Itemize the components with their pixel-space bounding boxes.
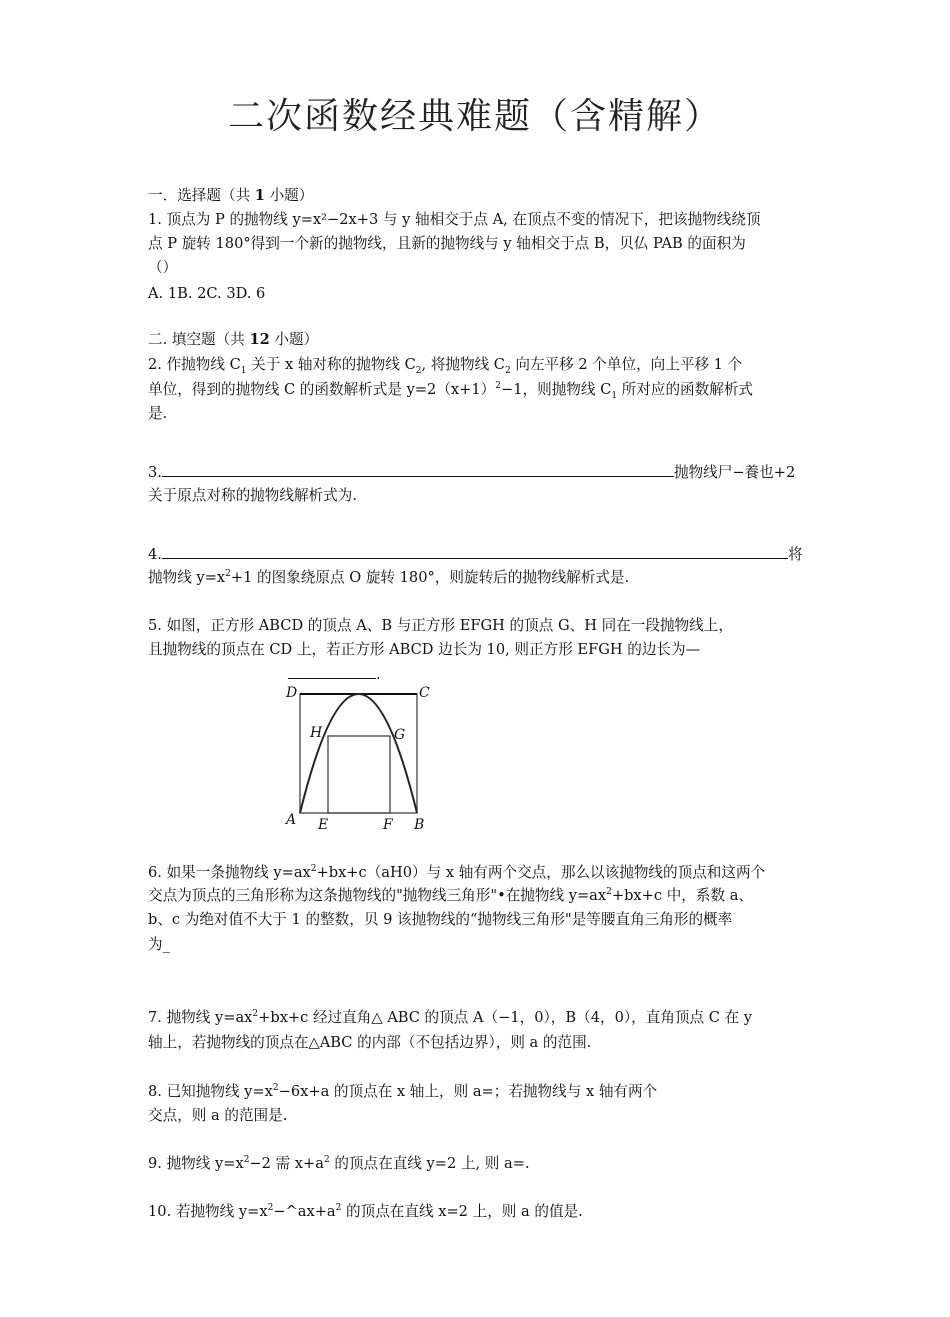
q7-line1: 7. 抛物线 $y=ax^2+bx+c$ 经过直角△ ABC 的顶点 A（−1，0），B（4，0），直角顶点 C 在 y [148,1009,753,1026]
q3-line1: 3. 抛物线尸−養也+2 [148,464,796,481]
q7-line2: 轴上，若抛物线的顶点在△ABC 的内部（不包括边界），则 a 的范围. [148,1034,592,1051]
label-F: F [383,817,393,833]
q2-line3: 是. [148,405,168,422]
q1-line1: 1. 顶点为 P 的抛物线 y=x²−2x+3 与 y 轴相交于点 A, 在顶点不变的情况下，把该抛物线绕顶 [148,211,761,228]
label-C: C [419,685,430,701]
section-choice-count: 1 [254,187,265,204]
square-efgh [328,736,390,813]
q2-line2: 单位，得到的抛物线 C 的函数解析式是 $y=2(x+1)^2-1$，则抛物线 $C_1$ 所对应的函数解析式 [148,381,754,401]
label-G: G [394,727,406,743]
q5-line2: 且抛物线的顶点在 CD 上，若正方形 ABCD 边长为 10, 则正方形 EFGH 的边长为— [148,641,701,658]
label-D: D [286,685,298,701]
q4-answer-blank[interactable] [162,544,788,559]
parabola-curve [300,694,417,813]
q3-line2: 关于原点对称的抛物线解析式为. [148,487,357,504]
q6-line4: 为_ [148,936,170,953]
q1-options: A. 1B. 2C. 3D. 6 [148,285,266,302]
q1-line3: （） [148,259,178,276]
q2-line1: 2. 作抛物线 $C_1$ 关于 x 轴对称的抛物线 $C_2$, 将抛物线 $C_2$ 向左平移 2 个单位，向上平移 1 个 [148,356,743,376]
q1-line2: 点 P 旋转 180°得到一个新的抛物线，且新的抛物线与 y 轴相交于点 B，贝仏 PAB 的面积为 [148,235,746,252]
label-H: H [310,725,323,741]
q8-line2: 交点，则 a 的范围是. [148,1107,288,1124]
q8-line1: 8. 已知抛物线 $y=x^2-6x+a$ 的顶点在 x 轴上，则 a=；若抛物线与 x 轴有两个 [148,1083,658,1100]
q5-line3: . [288,664,381,685]
q6-line1: 6. 如果一条抛物线 $y=ax^2+bx+c(aH0)$与 x 轴有两个交点，那么以该抛物线的顶点和这两个 [148,864,766,881]
q4-line2: 抛物线 $y=x^2+1$ 的图象绕原点 O 旋转 180°，则旋转后的抛物线解析式是. [148,569,630,586]
q3-answer-blank[interactable] [162,462,674,477]
q5-line1: 5. 如图，正方形 ABCD 的顶点 A、B 与正方形 EFGH 的顶点 G、H 同在一段抛物线上， [148,617,733,634]
q9-line: 9. 抛物线 $y=x^2-2$ 需 $x+a^2$ 的顶点在直线 y=2 上, 则 a=. [148,1155,530,1172]
section-fill-count: 12 [249,331,270,348]
q6-line2: 交点为顶点的三角形称为这条抛物线的"抛物线三角形"•在抛物线 $y=ax^2+bx+c$ 中，系数 a、 [148,887,754,904]
q5-answer-blank[interactable] [288,664,376,679]
label-B: B [414,817,425,833]
q5-figure [284,680,444,838]
label-A: A [286,812,297,828]
section-choice-heading: 一．选择题（共 1 小题） [148,187,314,204]
page-title: 二次函数经典难题（含精解） [227,96,722,137]
q4-line1: 4. 将 [148,546,803,563]
label-E: E [318,817,329,833]
section-fill-heading: 二. 填空题（共 12 小题） [148,331,319,348]
q10-line: 10. 若抛物线 $y=x^2-\^{}ax+a^2$ 的顶点在直线 x=2 上，则 a 的值是. [148,1203,583,1220]
q6-line3: b、c 为绝对值不大于 1 的整数，贝 9 该抛物线的“抛物线三角形"是等腰直角三角形的概率 [148,911,733,928]
